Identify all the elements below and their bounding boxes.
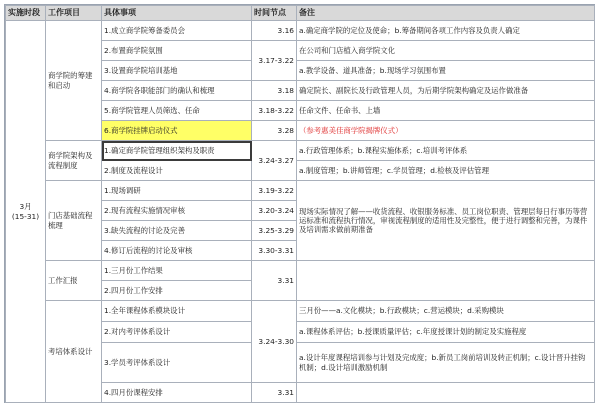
time-cell: 3.24-3.30 [252,301,297,383]
item-cell: 2.制度及流程设计 [102,161,252,181]
note-cell: a.课程体系评估；b.授课质量评估；c.年度授课计划的制定及实施程度 [297,322,595,343]
time-cell: 3.20-3.24 [252,201,297,221]
header-period: 实施时段 [6,6,46,21]
header-row [6,6,595,21]
item-cell: 3.学员考评体系设计 [102,343,252,383]
item-cell: 2.四月份工作安排 [102,281,252,301]
header-note: 备注 [297,6,595,21]
item-cell: 5.商学院管理人员筛选、任命 [102,101,252,121]
item-cell: 2.现有流程实施情况审核 [102,201,252,221]
table-row [6,261,595,281]
note-cell: （参考惠美佳商学院揭牌仪式） [297,121,595,141]
item-cell: 2.对内考评体系设计 [102,322,252,343]
time-cell: 3.28 [252,121,297,141]
time-cell: 3.30-3.31 [252,241,297,261]
item-cell: 1.现场调研 [102,181,252,201]
project-cell: 工作汇报 [46,261,102,301]
item-cell: 4.商学院各职能部门的确认和梳理 [102,81,252,101]
note-cell: 现场实际情况了解——收货流程、收银服务标准、员工岗位职责、管理层每日行事历等营运标准和流程执行情况，审视流程制度的适用性及完整性，便于进行调整和完善，为课件及培训需求做前期准备 [297,181,595,261]
header-time: 时间节点 [252,6,297,21]
item-cell: 1.全年课程体系模块设计 [102,301,252,322]
time-cell: 3.31 [252,261,297,301]
project-cell: 商学院架构及流程制度 [46,141,102,181]
time-cell: 3.17-3.22 [252,41,297,81]
schedule-sheet [4,4,595,403]
item-cell: 3.设置商学院培训基地 [102,61,252,81]
item-cell: 2.布置商学院氛围 [102,41,252,61]
time-cell: 3.19-3.22 [252,181,297,201]
note-cell: a.行政管理体系；b.课程实施体系；c.培训考评体系 [297,141,595,161]
note-cell: a.教学设备、道具准备；b.现场学习氛围布置 [297,61,595,81]
item-cell-highlighted: 6.商学院挂牌启动仪式 [102,121,252,141]
time-cell: 3.24-3.27 [252,141,297,181]
item-cell: 1.三月份工作结果 [102,261,252,281]
project-cell: 商学院的筹建和启动 [46,21,102,141]
note-cell [297,383,595,403]
schedule-table [5,5,595,403]
table-row [6,141,595,161]
note-cell: a.设计年度课程培训参与计划及完成度；b.新员工岗前培训及转正机制；c.设计晋升挂钩机制；d.设计培训激励机制 [297,343,595,383]
item-cell: 4.修订后流程的讨论及审核 [102,241,252,261]
note-cell: 任命文件、任命书、上墙 [297,101,595,121]
time-cell: 3.18 [252,81,297,101]
time-cell: 3.31 [252,383,297,403]
time-cell: 3.25-3.29 [252,221,297,241]
project-cell: 门店基础流程梳理 [46,181,102,261]
note-cell: 确定院长、副院长及行政管理人员，为后期学院架构确定及运作做准备 [297,81,595,101]
time-cell: 3.18-3.22 [252,101,297,121]
table-row [6,181,595,201]
note-cell: a.制度管理；b.讲师管理；c.学员管理；d.检核及评估管理 [297,161,595,181]
note-cell: 三月份——a.文化模块；b.行政模块；c.营运模块；d.采购模块 [297,301,595,322]
note-cell [297,261,595,301]
time-cell: 3.16 [252,21,297,41]
header-project: 工作项目 [46,6,102,21]
note-cell: 在公司和门店植入商学院文化 [297,41,595,61]
table-row [6,21,595,41]
item-cell: 1.成立商学院筹备委员会 [102,21,252,41]
project-cell: 考培体系设计 [46,301,102,403]
note-cell: a.确定商学院的定位及使命；b.筹备期间各项工作内容及负责人确定 [297,21,595,41]
header-item: 具体事项 [102,6,252,21]
item-cell: 3.缺失流程的讨论及完善 [102,221,252,241]
period-cell [6,21,46,403]
item-cell: 4.四月份课程安排 [102,383,252,403]
period-month: 3月 [19,202,32,212]
item-cell-selected[interactable]: 1.确定商学院管理组织架构及职责 [102,141,252,161]
period-range: (15-31) [11,211,40,221]
table-row [6,301,595,322]
